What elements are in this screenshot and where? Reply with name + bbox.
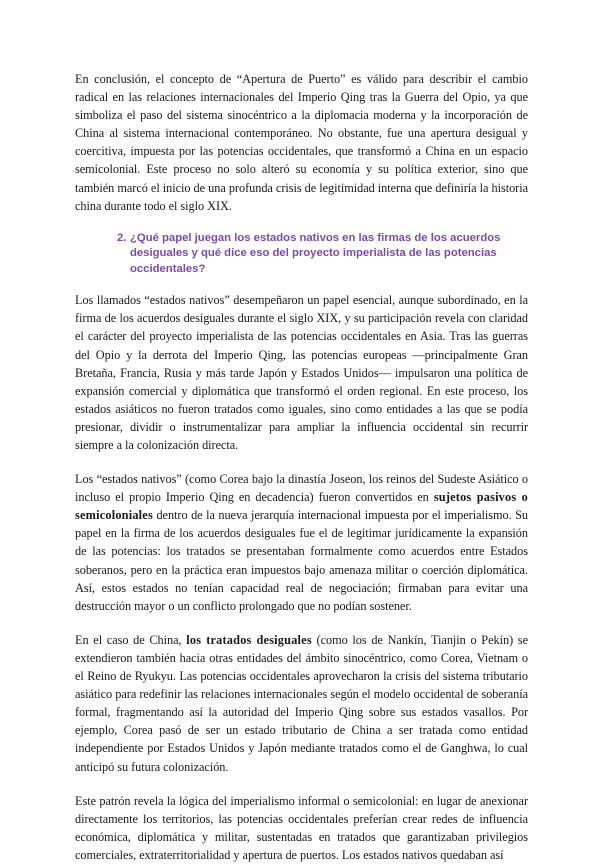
paragraph-caso-china bbox=[75, 631, 528, 776]
paragraph-text: Los llamados “estados nativos” desempeñaron un papel esencial, aunque subordinado, en la firma de los acuerdos desiguales durante el siglo XIX, y su participación revela con claridad el carácter del proyecto imperialista de las potencias occidentales en Asia. Tras las guerras del Opio y la derrota del Imperio Qing, las potencias europeas —principalmente Gran Bretaña, Francia, Rusia y más tarde Japón y Estados Unidos— impulsaron una política de expansión comercial y diplomática que transformó el orden regional. En este proceso, los estados asiáticos no fueron tratados como iguales, sino como entidades a las que se podía presionar, dividir o instrumentalizar para ampliar la influencia occidental sin recurrir siempre a la colonización directa. bbox=[75, 293, 528, 452]
paragraph-text: dentro de la nueva jerarquía internacional impuesta por el imperialismo. Su papel en la firma de los acuerdos desiguales fue el de legitimar jurídicamente la expansión de las potencias: los tratados se presentaban formalmente como acuerdos entre Estados soberanos, pero en la práctica eran impuestos bajo amenaza militar o coerción diplomática. Así, estos estados no tenían capacidad real de negociación; firmaban para evitar una destrucción mayor o un conflicto prolongado que no podían sostener. bbox=[75, 508, 528, 613]
conclusion-text: En conclusión, el concepto de “Apertura de Puerto” es válido para describir el cambio radical en las relaciones internacionales del Imperio Qing tras la Guerra del Opio, ya que simboliza el paso del sistema sinocéntrico a la diplomacia moderna y la incorporación de China al sistema internacional contemporáneo. No obstante, fue una apertura desigual y coercitiva, impuesta por las potencias occidentales, que transformó a China en un espacio semicolonial. Este proceso no solo alteró su economía y su política exterior, sino que también marcó el inicio de una profunda crisis de legitimidad interna que definiría la historia china durante todo el siglo XIX. bbox=[75, 72, 528, 213]
section-heading bbox=[117, 231, 528, 278]
paragraph-text: Este patrón revela la lógica del imperialismo informal o semicolonial: en lugar de anexionar directamente los territorios, las potencias occidentales preferían crear redes de influencia económica, diplomática y militar, sustentadas en tratados que garantizaban privilegios comerciales, extraterritorialidad y apertura de puertos. Los estados nativos quedaban así bbox=[75, 793, 528, 862]
bold-phrase: los tratados desiguales bbox=[186, 632, 312, 647]
paragraph-text: Los “estados nativos” (como Corea bajo la dinastía Joseon, los reinos del Sudeste Asiático o incluso el propio Imperio Qing en decadencia) fueron convertidos en bbox=[75, 472, 528, 505]
section-title: ¿Qué papel juegan los estados nativos en las firmas de los acuerdos desiguales y qué dice eso del proyecto imperialista de las potencias occidentales? bbox=[130, 231, 501, 275]
paragraph-imperialismo-informal bbox=[75, 792, 528, 864]
paragraph-sujetos-pasivos bbox=[75, 470, 528, 615]
paragraph-text: (como los de Nankín, Tianjin o Pekín) se extendieron también hacia otras entidades del ámbito sinocéntrico, como Corea, Vietnam o el Reino de Ryukyu. Las potencias occidentales aprovecharon la crisis del sistema tributario asiático para redefinir las relaciones internacionales según el modelo occidental de soberanía formal, fragmentando así la autoridad del Imperio Qing sobre sus estados vasallos. Por ejemplo, Corea pasó de ser un estado tributario de China a ser tratada como entidad independiente por Estados Unidos y Japón mediante tratados como el de Ganghwa, lo cual anticipó su futura colonización. bbox=[75, 632, 528, 774]
bold-phrase: sujetos pasivos o semicoloniales bbox=[75, 490, 528, 523]
paragraph-text: En el caso de China, bbox=[75, 632, 187, 647]
paragraph-estados-nativos bbox=[75, 291, 528, 454]
section-number: 2. bbox=[117, 231, 127, 244]
conclusion-paragraph bbox=[75, 70, 528, 215]
